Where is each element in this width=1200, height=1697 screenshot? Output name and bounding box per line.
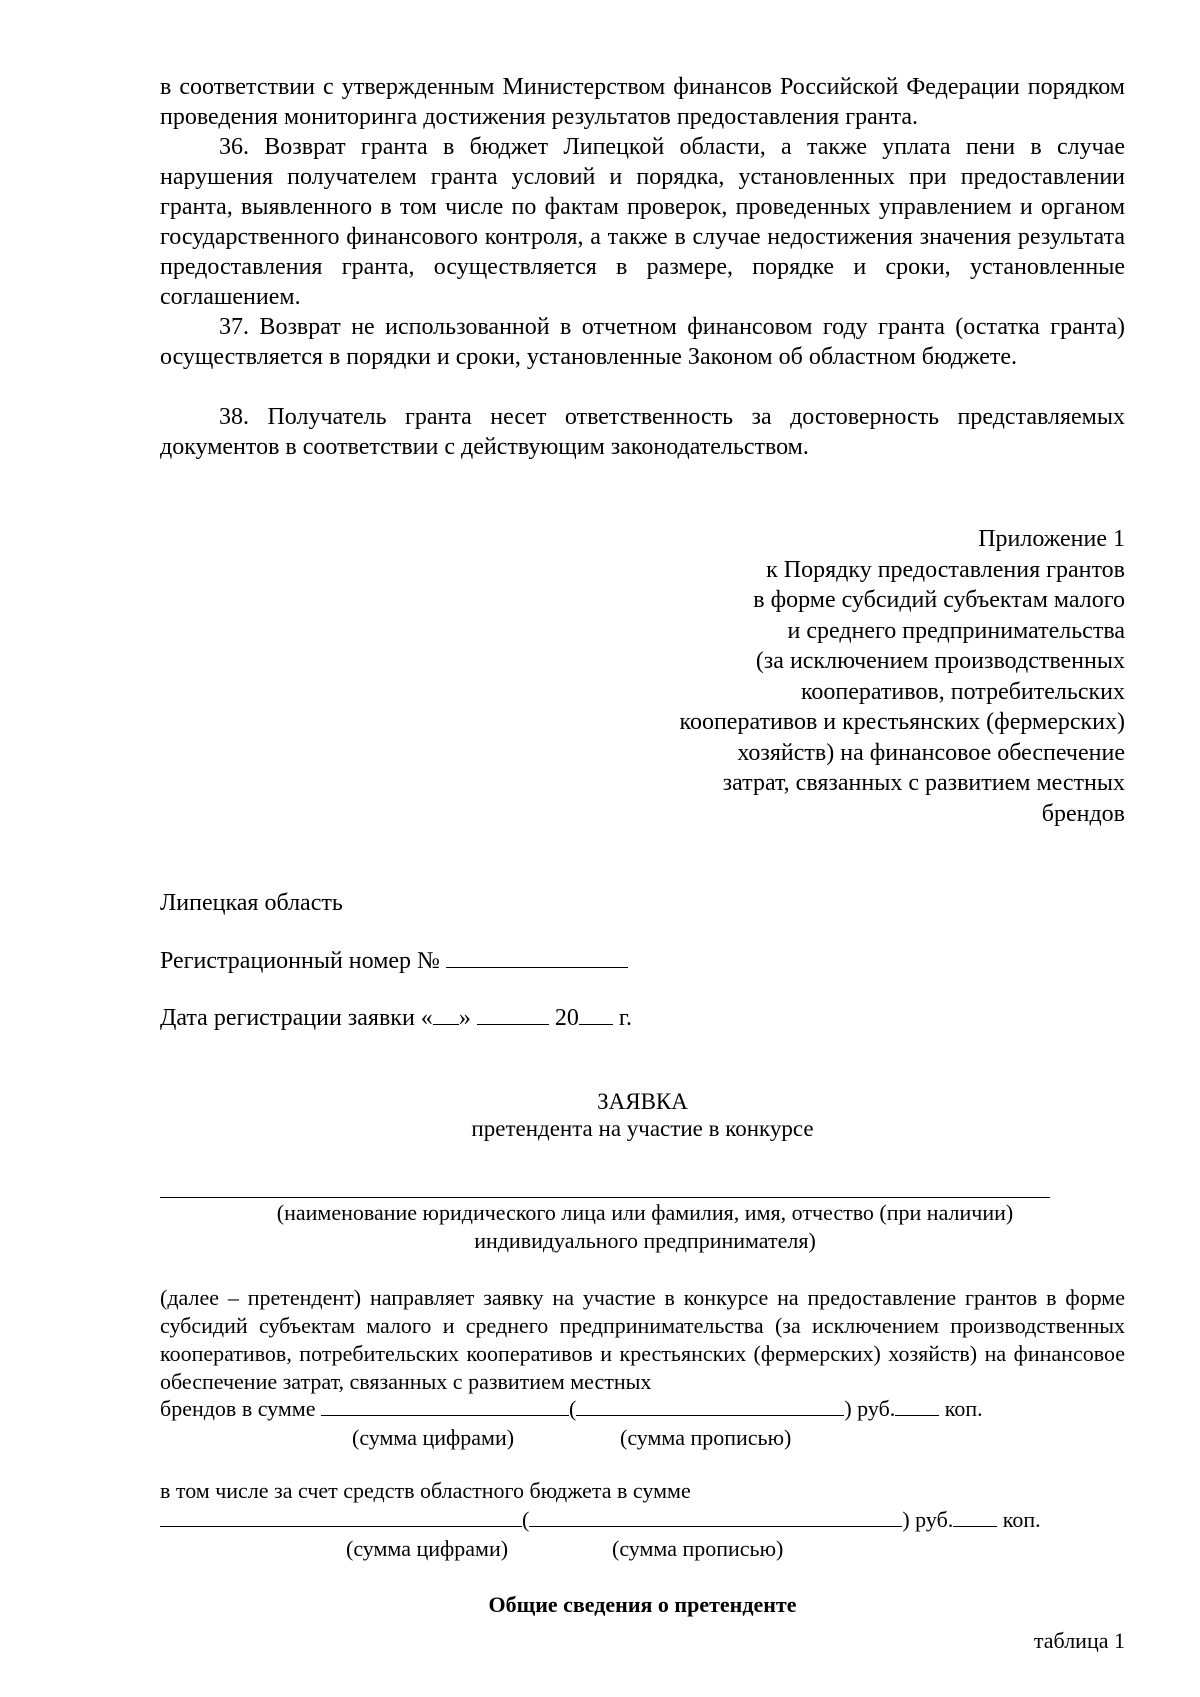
paragraph-text: в соответствии с утвержденным Министерством финансов Российской Федерации порядком проведения мониторинга достижения результатов предоставления гранта. xyxy=(160,74,1125,130)
applicant-name-line[interactable] xyxy=(160,1197,1050,1198)
appendix-line: в форме субсидий субъектам малого xyxy=(753,587,1125,613)
registration-year-suffix: г. xyxy=(618,1005,632,1031)
registration-year-field[interactable] xyxy=(579,1002,613,1025)
registration-date-label: Дата регистрации заявки « xyxy=(160,1005,433,1031)
table-label: таблица 1 xyxy=(1033,1628,1125,1653)
registration-number-field[interactable] xyxy=(446,945,628,968)
registration-number-row xyxy=(160,945,628,976)
sum-prefix: брендов в сумме xyxy=(160,1396,316,1421)
appendix-line: хозяйств) на финансовое обеспечение xyxy=(737,739,1125,766)
registration-year-prefix: 20 xyxy=(554,1005,579,1031)
regional-words-caption: (сумма прописью) xyxy=(612,1536,784,1561)
appendix-line: кооперативов, потребительских xyxy=(800,678,1125,705)
sum-digits-field[interactable] xyxy=(321,1395,569,1416)
appendix-line: и среднего предпринимательства xyxy=(787,617,1125,644)
appendix-line: Приложение 1 xyxy=(978,526,1125,552)
rub-label: ) руб. xyxy=(902,1507,954,1532)
regional-digits-caption: (сумма цифрами) xyxy=(346,1536,509,1561)
appendix-line: (за исключением производственных xyxy=(755,648,1125,674)
quote-close: » xyxy=(458,1005,471,1031)
document-subtitle: претендента на участие в конкурсе xyxy=(471,1116,814,1141)
regional-sum-row xyxy=(160,1506,1041,1534)
paragraph-37 xyxy=(160,312,1125,372)
paragraph-38 xyxy=(160,402,1125,462)
sum-digits-caption: (сумма цифрами) xyxy=(352,1425,515,1450)
kop-label: коп. xyxy=(1002,1507,1041,1532)
appendix-line: затрат, связанных с развитием местных xyxy=(722,770,1125,796)
appendix-line: к Порядку предоставления грантов xyxy=(766,556,1125,583)
sum-words-caption: (сумма прописью) xyxy=(620,1425,792,1450)
document-title: ЗАЯВКА xyxy=(597,1089,688,1114)
appendix-line: кооперативов и крестьянских (фермерских) xyxy=(679,709,1125,735)
region-label: Липецкая область xyxy=(160,890,343,916)
regional-sum-digits-field[interactable] xyxy=(160,1506,522,1527)
section-title: Общие сведения о претенденте xyxy=(488,1592,797,1617)
rub-label: ) руб. xyxy=(844,1396,896,1421)
regional-budget-text: в том числе за счет средств областного бюджета в сумме xyxy=(160,1478,691,1503)
paragraph-text: 37. Возврат не использованной в отчетном финансовом году гранта (остатка гранта) осуществляется в порядки и сроки, установленные Законом об областном бюджете. xyxy=(160,314,1125,370)
appendix-header xyxy=(680,524,1126,829)
paragraph-36 xyxy=(160,132,1125,312)
sum-row xyxy=(160,1395,983,1423)
sum-words-field[interactable] xyxy=(576,1395,844,1416)
paragraph-text: 36. Возврат гранта в бюджет Липецкой области, а также уплата пени в случае нарушения получателем гранта условий и порядка, установленных при предоставлении гранта, выявленного в том числе по фактам проверок, проведенных управлением и органом государственного финансового контроля, а также в случае недостижения значения результата предоставления гранта, осуществляется в размере, порядке и сроки, установленные соглашением. xyxy=(160,134,1125,310)
registration-number-label: Регистрационный номер № xyxy=(160,948,440,974)
appendix-line: брендов xyxy=(1041,800,1125,827)
applicant-caption-line-1: (наименование юридического лица или фамилия, имя, отчество (при наличии) xyxy=(276,1200,1014,1225)
registration-day-field[interactable] xyxy=(433,1002,459,1025)
paren-open: ( xyxy=(522,1507,530,1532)
application-body-text: (далее – претендент) направляет заявку на участие в конкурсе на предоставление грантов в форме субсидий субъектам малого и среднего предпринимательства (за исключением производственных кооперативов, потребительских кооперативов и крестьянских (фермерских) хозяйств) на финансовое обеспечение затрат, связанных с развитием местных xyxy=(160,1285,1125,1394)
paren-open: ( xyxy=(569,1396,577,1421)
applicant-caption-line-2: индивидуального предпринимателя) xyxy=(474,1228,816,1253)
kop-field[interactable] xyxy=(895,1395,939,1416)
paragraph-continuation xyxy=(160,72,1125,132)
registration-month-field[interactable] xyxy=(477,1002,549,1025)
paragraph-text: 38. Получатель гранта несет ответственность за достоверность представляемых документов в соответствии с действующим законодательством. xyxy=(160,404,1125,460)
regional-sum-words-field[interactable] xyxy=(529,1506,902,1527)
registration-date-row xyxy=(160,1002,632,1033)
regional-kop-field[interactable] xyxy=(953,1506,997,1527)
kop-label: коп. xyxy=(944,1396,983,1421)
